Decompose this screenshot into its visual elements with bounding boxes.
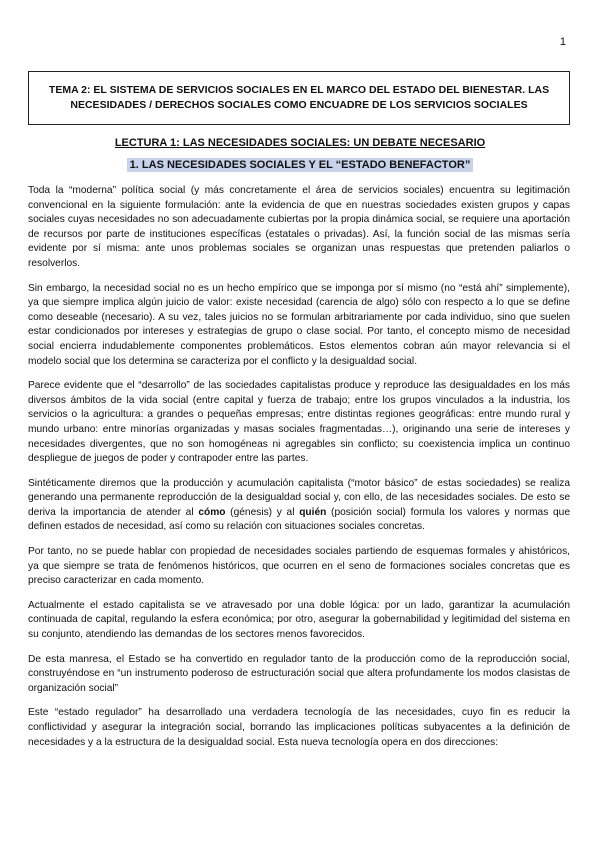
- paragraph-4-part-e: (posición social) formula los valores y normas que definen estados de necesidad, así como su relación con situaciones sociales concretas.: [28, 506, 571, 533]
- emphasis-quien: quién: [299, 506, 327, 518]
- paragraph-3: Parece evidente que el “desarrollo” de las sociedades capitalistas produce y reproduce las desigualdades en los más diversos ámbitos de la vida social (entre capital y fuerza de trabajo; entre los grupos vinculados a la industria, los servicios o la agricultura: a grandes o pequeñas empresas; entre distintas regiones geográficas: entre mundo rural y mundo urbano: entre minorías organizadas y masas sociales fragmentadas…), originando una serie de intereses y necesidades divergentes, que no son homogéneas ni agregables sin conflicto; su coexistencia implica un continuo despliegue de juegos de poder y contrapoder entre las partes.: [28, 380, 570, 465]
- document-title-box: [28, 71, 570, 125]
- section-heading: [0, 159, 600, 171]
- document-title: TEMA 2: EL SISTEMA DE SERVICIOS SOCIALES EN EL MARCO DEL ESTADO DEL BIENESTAR. LAS NECESIDADES / DERECHOS SOCIALES COMO ENCUADRE DE LOS SERVICIOS SOCIALES: [48, 84, 550, 111]
- paragraph-5: Por tanto, no se puede hablar con propiedad de necesidades sociales partiendo de esquemas formales y ahistóricos, ya que siempre se trata de fenómenos históricos, que ocurren en el seno de formaciones sociales concretas que es preciso caracterizar en cada momento.: [28, 546, 570, 587]
- paragraph-4-part-c: (génesis) y al: [225, 506, 300, 518]
- paragraph-2: Sin embargo, la necesidad social no es un hecho empírico que se imponga por sí mismo (no “está ahí” simplemente), ya que siempre implica algún juicio de valor: existe necesidad (carencia de algo) sólo con respecto a lo que se define como deseable (necesario). A su vez, tales juicios no se formulan arbitrariamente por cada individuo, sino que suelen estar condicionados por intereses y estrategias de grupo o clase social. Por tanto, el concepto mismo de necesidad social encierra indudablemente componentes problemáticos. Estos elementos cobran aún mayor relevancia si el modelo social que los determina se caracteriza por el conflicto y la desigualdad social.: [28, 282, 570, 367]
- paragraph-4: [28, 477, 570, 535]
- section-heading-text: 1. LAS NECESIDADES SOCIALES Y EL “ESTADO BENEFACTOR”: [127, 158, 474, 172]
- paragraph-8: Este “estado regulador” ha desarrollado una verdadera tecnología de las necesidades, cuyo fin es reducir la conflictividad y asegurar la integración social, borrando las implicaciones políticas subyacentes a la definición de necesidades y a la estructura de la desigualdad social. Esta nueva tecnología opera en dos direcciones:: [28, 707, 570, 748]
- paragraph-1: Toda la “moderna” política social (y más concretamente el área de servicios sociales) encuentra su legitimación convencional en la siguiente formulación: ante la evidencia de que en nuestras sociedades existen grupos y capas sociales cuyas necesidades no son adecuadamente cubiertas por la propia dinámica social, se requiere una aportación de recursos por parte de instituciones específicas (estatales o privadas). Así, la función social de las mismas sería evidente por sí misma: ante unos problemas sociales se organizan unas respuestas que pretenden paliarlos o resolverlos.: [28, 185, 570, 269]
- paragraph-6: Actualmente el estado capitalista se ve atravesado por una doble lógica: por un lado, garantizar la acumulación continuada de capital, regulando la esfera económica; por otro, asegurar la gobernabilidad y legitimidad del sistema en su conjunto, atendiendo las demandas de los sectores menos favorecidos.: [28, 599, 570, 641]
- paragraph-7: De esta manresa, el Estado se ha convertido en regulador tanto de la producción como de la reproducción social, construyéndose en “un instrumento poderoso de estructuración social que altera profundamente los modos clasistas de organización social”: [28, 653, 570, 694]
- paragraph-4-part-a: Sintéticamente diremos que la producción y acumulación capitalista (“motor básico” de estas sociedades) se realiza generando una permanente reproducción de la desigualdad social y, con ello, de las necesidades sociales. De esto se deriva la importancia de atender al: [28, 477, 570, 518]
- page-number: 1: [559, 36, 566, 48]
- emphasis-como: cómo: [198, 506, 226, 518]
- body-text: [28, 184, 570, 760]
- lectura-heading: LECTURA 1: LAS NECESIDADES SOCIALES: UN DEBATE NECESARIO: [114, 137, 486, 149]
